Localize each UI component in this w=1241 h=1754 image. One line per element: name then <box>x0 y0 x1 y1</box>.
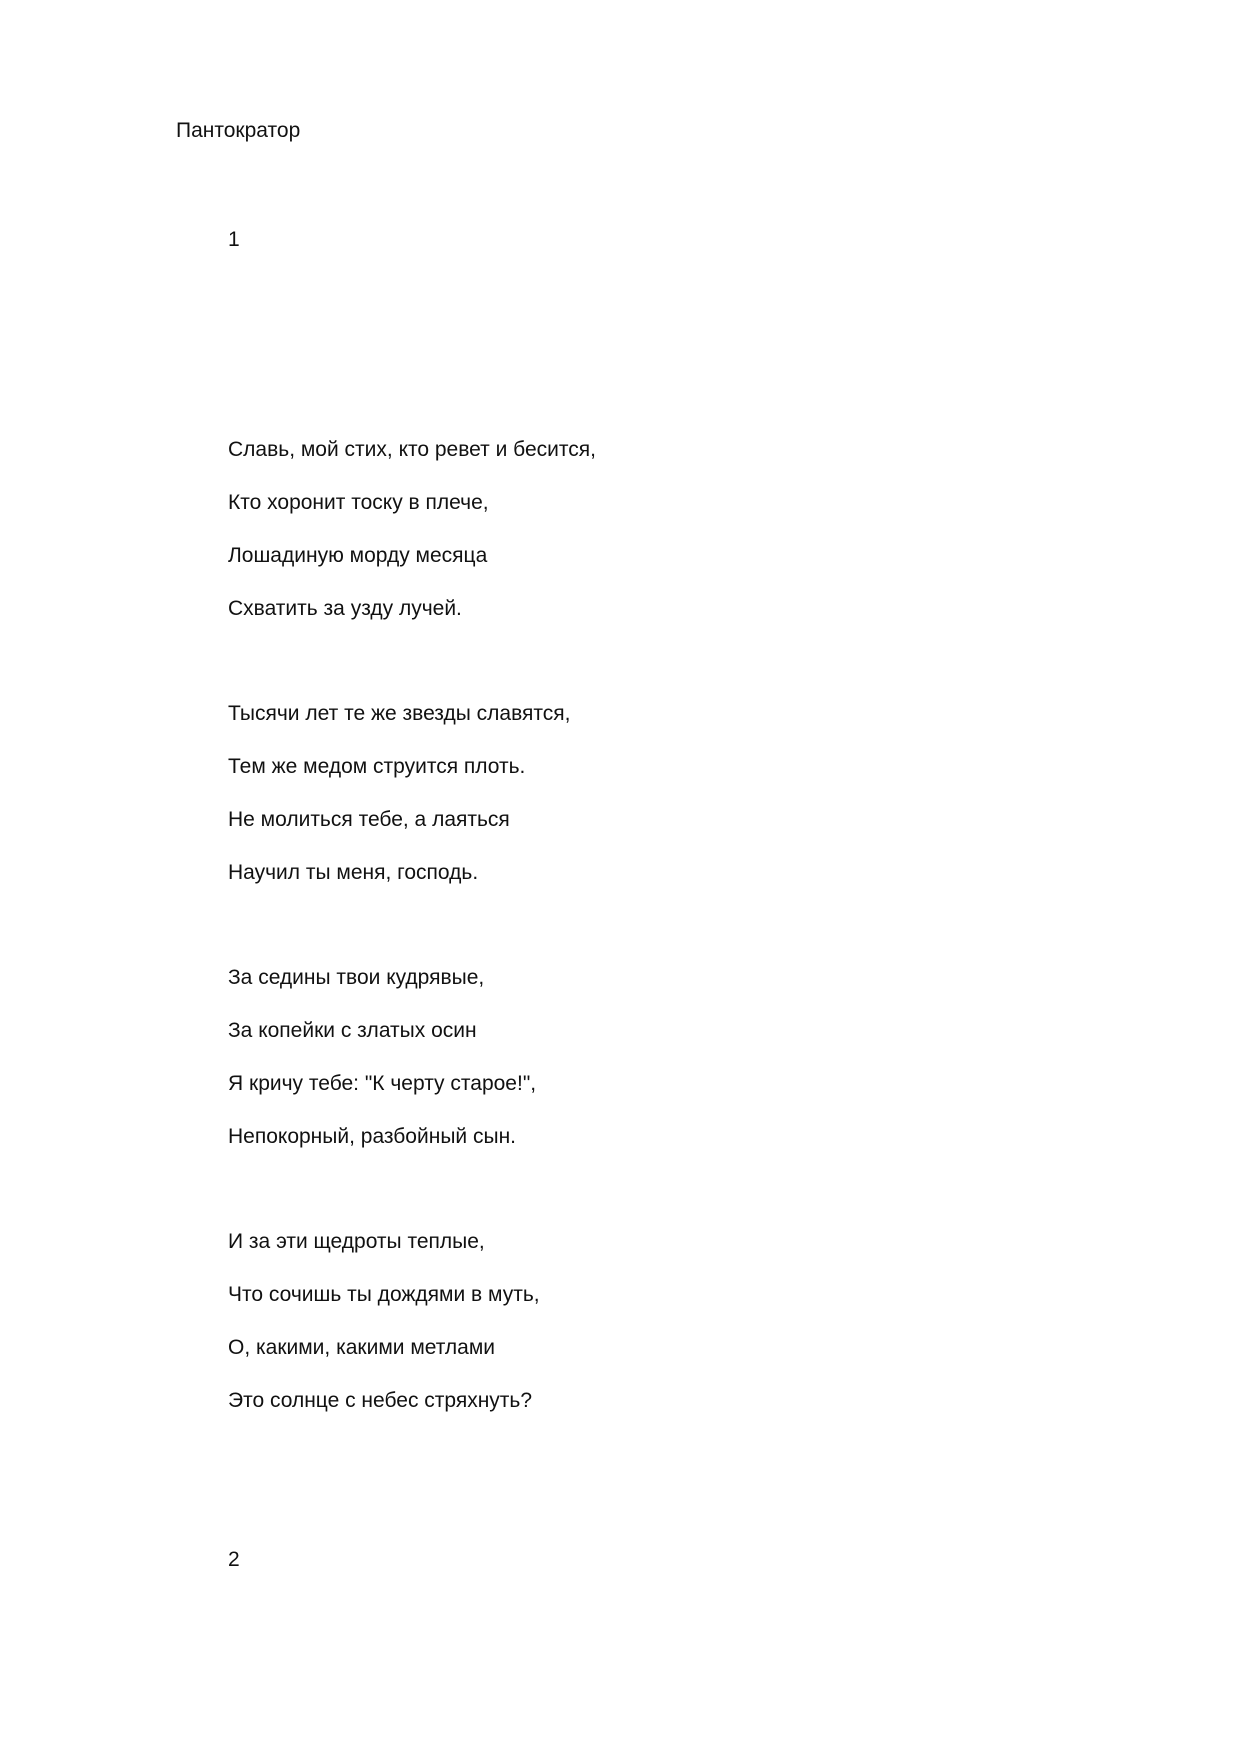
poem-line: Славь, мой стих, кто ревет и бесится, <box>228 438 596 461</box>
poem-line: Непокорный, разбойный сын. <box>228 1125 517 1148</box>
poem-line: Тысячи лет те же звезды славятся, <box>228 702 571 725</box>
poem-line: За седины твои кудрявые, <box>228 966 485 989</box>
poem-line: Схватить за узду лучей. <box>228 597 462 620</box>
stanza <box>228 437 596 622</box>
poem-line: За копейки с златых осин <box>228 1019 477 1042</box>
poem-line: Кто хоронит тоску в плече, <box>228 491 489 514</box>
poem-line: О, какими, какими метлами <box>228 1336 496 1359</box>
poem-line: Что сочишь ты дождями в муть, <box>228 1283 540 1306</box>
poem-line: И за эти щедроты теплые, <box>228 1230 485 1253</box>
poem-line: Лошадиную морду месяца <box>228 544 488 567</box>
poem-line: Научил ты меня, господь. <box>228 861 479 884</box>
stanza <box>228 701 570 886</box>
poem-title: Пантократор <box>176 119 301 142</box>
poem-line: Не молиться тебе, а лаяться <box>228 808 510 831</box>
poem-line: Тем же медом струится плоть. <box>228 755 526 778</box>
section-number: 1 <box>228 228 240 251</box>
poem-line: Я кричу тебе: "К черту старое!", <box>228 1072 537 1095</box>
section-number: 2 <box>228 1548 240 1571</box>
stanza <box>228 1229 540 1414</box>
stanza <box>228 965 536 1150</box>
poem-line: Это солнце с небес стряхнуть? <box>228 1389 533 1412</box>
